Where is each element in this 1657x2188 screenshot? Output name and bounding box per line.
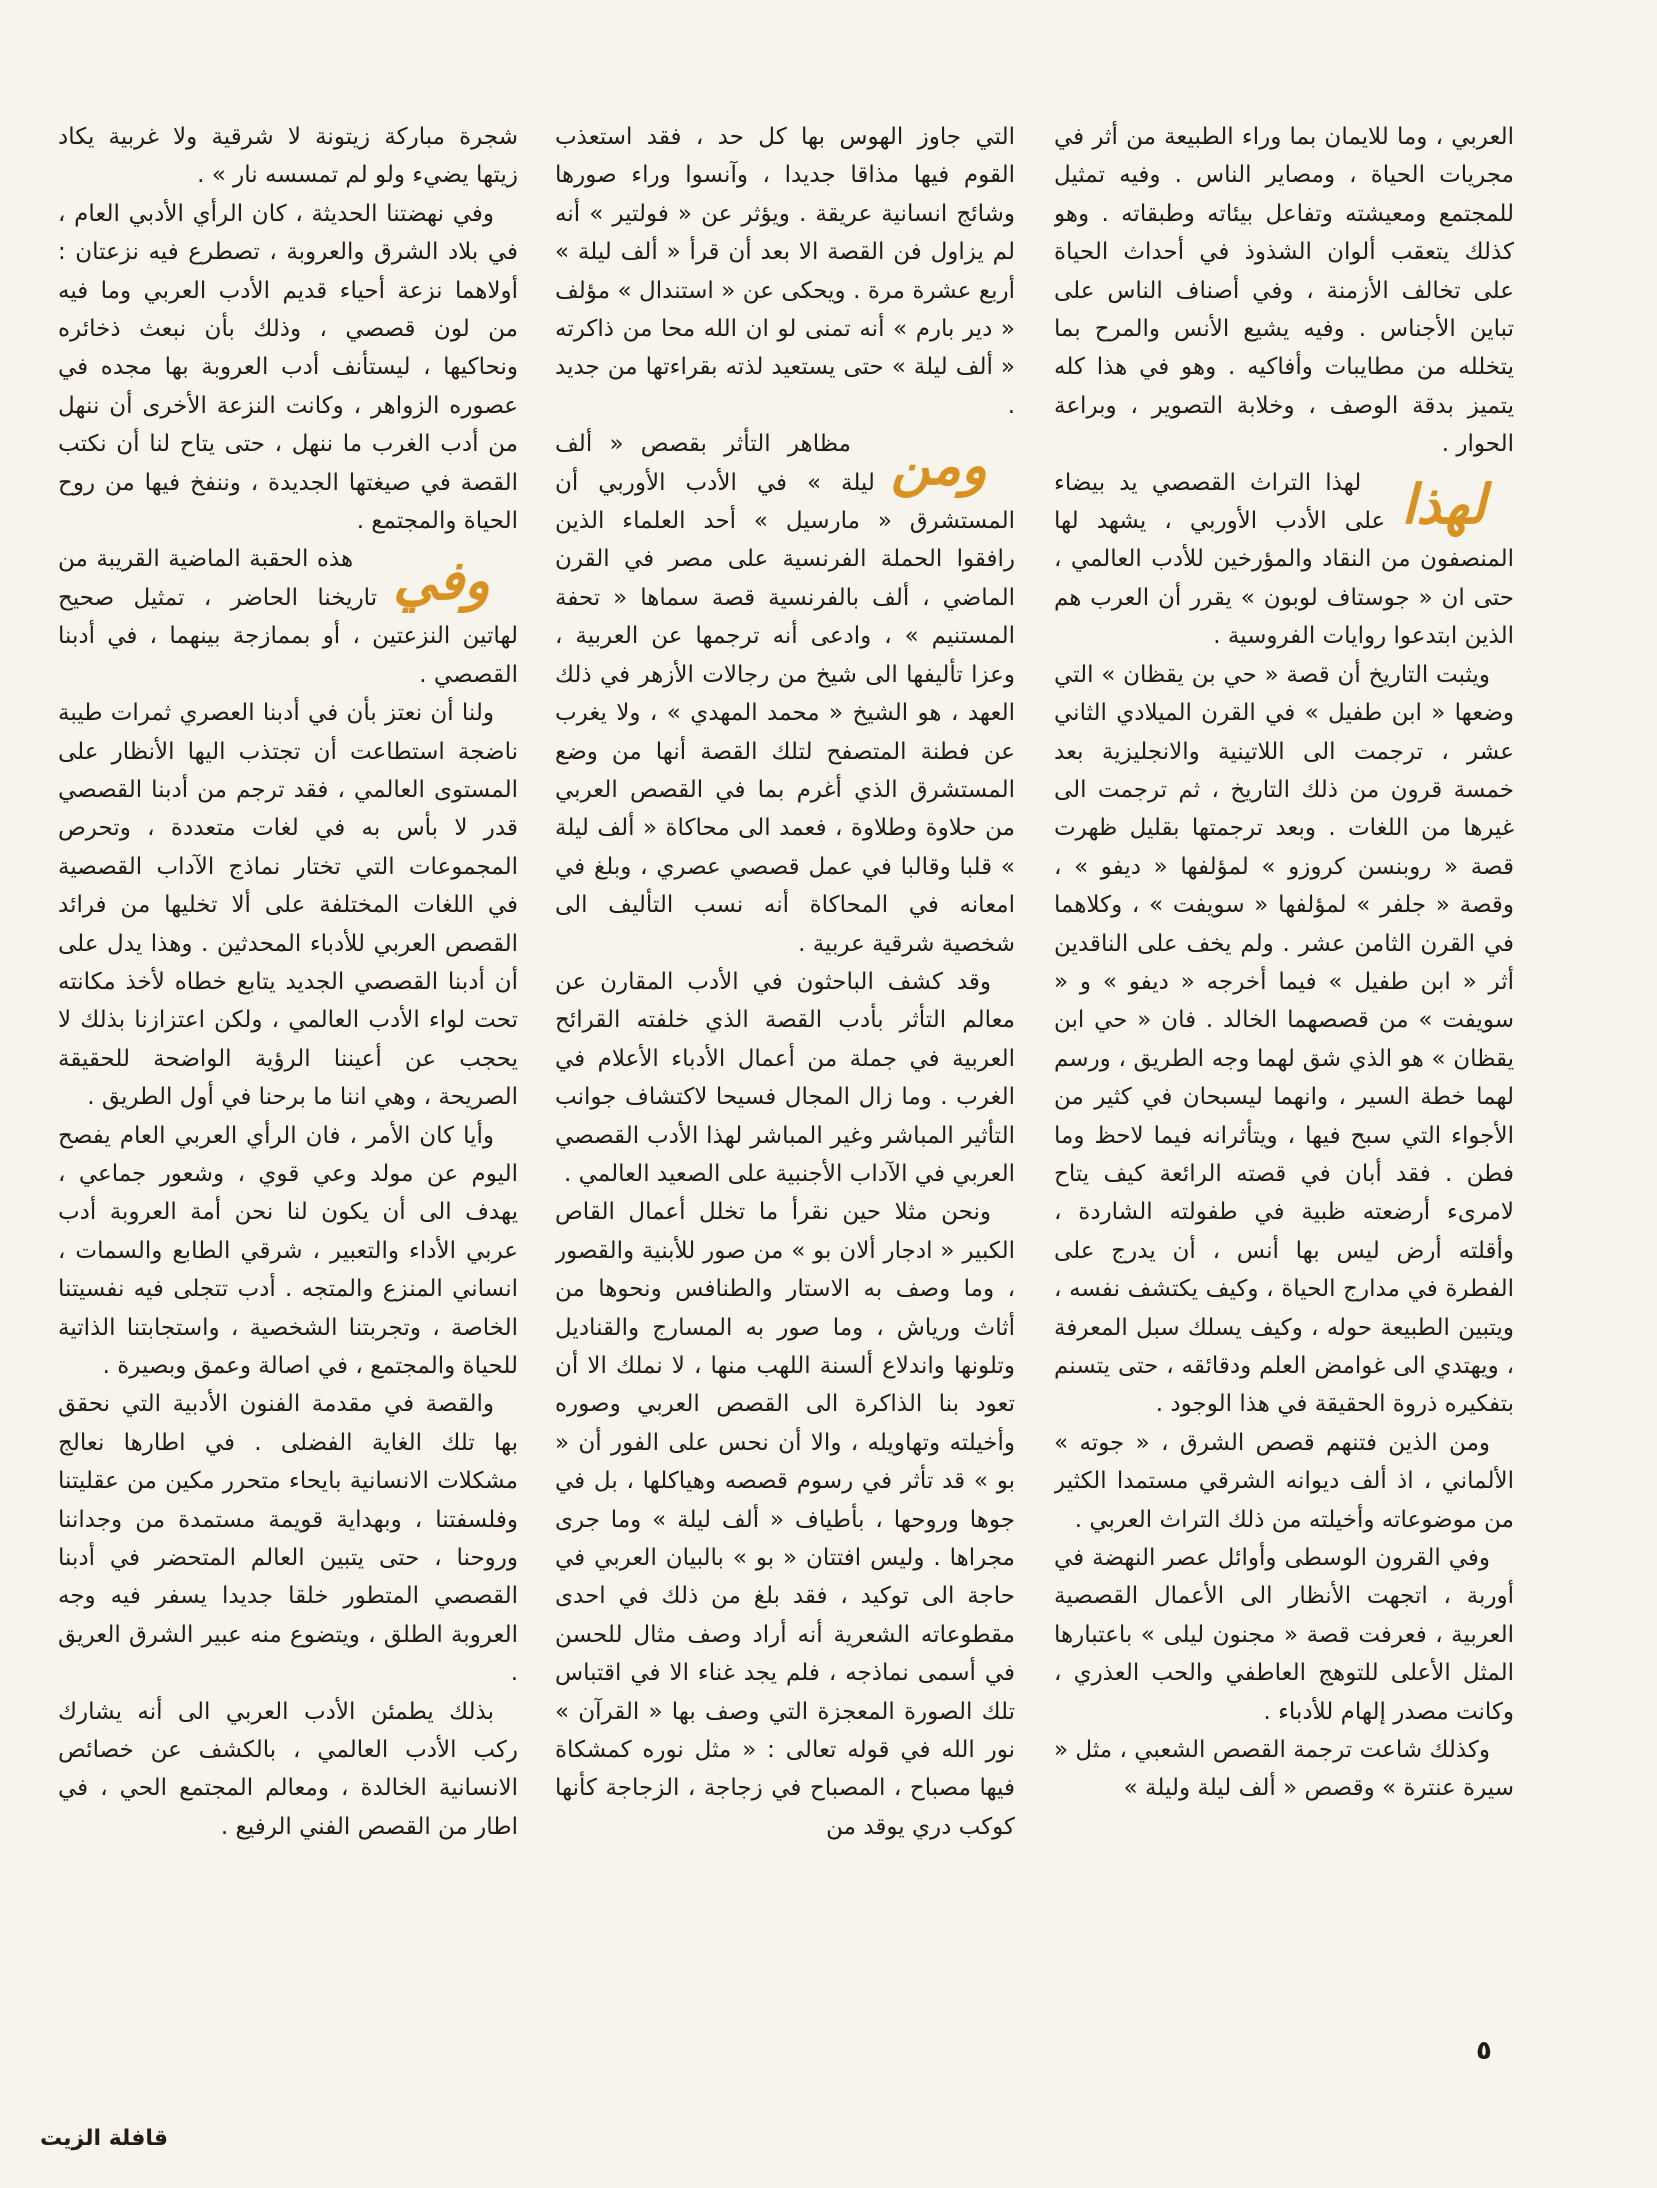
paragraph: التي جاوز الهوس بها كل حد ، فقد استعذب القوم فيها مذاقا جديدا ، وآنسوا وراء صورها وشائج انسانية عريقة . ويؤثر عن « فولتير » أنه لم يزاول فن القصة الا بعد أن قرأ « ألف ليلة » أربع عشرة مرة . ويحكى عن « استندال » مؤلف « دير بارم » أنه تمنى لو ان الله محا من ذاكرته « ألف ليلة » حتى يستعيد لذته بقراءتها من جديد . — [555, 124, 1015, 419]
article-column-left — [58, 118, 518, 2028]
paragraph-text: لهذا التراث القصصي يد بيضاء على الأدب الأوربي ، يشهد لها المنصفون من النقاد والمؤرخين للأدب العالمي ، حتى ان « جوستاف لوبون » يقرر أن العرب هم الذين ابتدعوا روايات الفروسية . — [1054, 469, 1514, 650]
magazine-name: قافلة الزيت — [40, 2126, 169, 2151]
article-column-right — [1054, 118, 1514, 2028]
paragraph-drop-cap — [1054, 464, 1514, 656]
paragraph: بذلك يطمئن الأدب العربي الى أنه يشارك ركب الأدب العالمي ، بالكشف عن خصائص الانسانية الخالدة ، ومعالم المجتمع الحي ، في اطار من القصص الفني الرفيع . — [58, 1698, 518, 1840]
paragraph: ولنا أن نعتز بأن في أدبنا العصري ثمرات طيبة ناضجة استطاعت أن تجتذب اليها الأنظار على المستوى العالمي ، فقد ترجم من أدبنا القصصي قدر لا بأس به في لغات متعددة ، وتحرص المجموعات التي تختار نماذج الآداب القصصية في اللغات المختلفة على ألا تخليها من فرائد القصص العربي للأدباء المحدثين . وهذا يدل على أن أدبنا القصصي الجديد يتابع خطاه لأخذ مكانته تحت لواء الأدب العالمي ، ولكن اعتزازنا بذلك لا يحجب عن أعيننا الرؤية الواضحة للحقيقة الصريحة ، وهي اننا ما برحنا في أول الطريق . — [58, 700, 518, 1111]
paragraph: وأيا كان الأمر ، فان الرأي العربي العام يفصح اليوم عن مولد وعي قوي ، وشعور جماعي ، يهدف الى أن يكون لنا نحن أمة العروبة أدب عربي الأداء والتعبير ، شرقي الطابع والسمات ، انساني المنزع والمتجه . أدب تتجلى فيه نفسيتنا الخاصة ، وتجربتنا الشخصية ، واستجابتنا الذاتية للحياة والمجتمع ، في اصالة وعمق وبصيرة . — [58, 1122, 518, 1379]
paragraph: والقصة في مقدمة الفنون الأدبية التي نحقق بها تلك الغاية الفضلى . في اطارها نعالج مشكلات الانسانية بايحاء متحرر مكين من عقليتنا وفلسفتنا ، وبهداية قويمة مستمدة من وجداننا وروحنا ، حتى يتبين العالم المتحضر في أدبنا القصصي المتطور خلقا جديدا يسفر فيه وجه العروبة الطلق ، ويتضوع منه عبير الشرق العريق . — [58, 1391, 518, 1687]
drop-cap: وفي — [393, 548, 490, 613]
paragraph: ويثبت التاريخ أن قصة « حي بن يقظان » التي وضعها « ابن طفيل » في القرن الميلادي الثاني عشر ، ترجمت الى اللاتينية والانجليزية بعد خمسة قرون من ذلك التاريخ ، ثم ترجمت الى غيرها من اللغات . وبعد ترجمتها بقليل ظهرت قصة « روبنسن كروزو » لمؤلفها « ديفو » ، وقصة « جلفر » لمؤلفها « سويفت » ، وكلاهما في القرن الثامن عشر . ولم يخف على الناقدين أثر « ابن طفيل » فيما أخرجه « ديفو » و « سويفت » من قصصهما الخالد . فان « حي ابن يقظان » هو الذي شق لهما وجه الطريق ، ورسم لهما خطة السير ، وانهما ليسبحان في كثير من الأجواء التي سبح فيها ، ويتأثرانه فيما لاحظ وما فطن . فقد أبان في قصته الرائعة كيف يتاح لامرىء أرضعته ظبية في طفولته الشاردة ، وأقلته أرض ليس بها أنس ، أن يدرج على الفطرة في مدارج الحياة ، وكيف يكتشف نفسه ، ويتبين الطبيعة حوله ، وكيف يسلك سبل المعرفة ، ويهتدي الى غوامض العلم ودقائقه ، حتى يتسنم بتفكيره ذروة الحقيقة في هذا الوجود . — [1054, 661, 1514, 1418]
paragraph: وفي القرون الوسطى وأوائل عصر النهضة في أوربة ، اتجهت الأنظار الى الأعمال القصصية العربية ، فعرفت قصة « مجنون ليلى » باعتبارها المثل الأعلى للتوهج العاطفي والحب العذري ، وكانت مصدر إلهام للأدباء . — [1054, 1545, 1514, 1725]
paragraph: ومن الذين فتنهم قصص الشرق ، « جوته » الألماني ، اذ ألف ديوانه الشرقي مستمدا الكثير من موضوعاته وأخيلته من ذلك التراث العربي . — [1054, 1429, 1514, 1533]
drop-cap: لهذا — [1401, 471, 1486, 536]
paragraph: وقد كشف الباحثون في الأدب المقارن عن معالم التأثر بأدب القصة الذي خلفته القرائح العربية في جملة من أعمال الأدباء الأعلام في الغرب . وما زال المجال فسيحا لاكتشاف جوانب التأثير المباشر وغير المباشر لهذا الأدب القصصي العربي في الآداب الأجنبية على الصعيد العالمي . — [555, 968, 1015, 1187]
paragraph-drop-cap — [58, 540, 518, 694]
paragraph: شجرة مباركة زيتونة لا شرقية ولا غربية يكاد زيتها يضيء ولو لم تمسسه نار » . — [58, 124, 518, 189]
paragraph: وكذلك شاعت ترجمة القصص الشعبي ، مثل « سيرة عنترة » وقصص « ألف ليلة وليلة » — [1054, 1737, 1514, 1802]
paragraph: العربي ، وما للايمان بما وراء الطبيعة من أثر في مجريات الحياة ، ومصاير الناس . وفيه تمثيل للمجتمع ومعيشته وتفاعل بيئاته وطبقاته . وهو كذلك يتعقب ألوان الشذوذ في أحداث الحياة على تخالف الأزمنة ، وفي أصناف الناس على تباين الأجناس . وفيه يشيع الأنس والمرح بما يتخلله من مطايبات وأفاكيه . وهو في هذا كله يتميز بدقة الوصف ، وخلابة التصوير ، وبراعة الحوار . — [1054, 124, 1514, 458]
page-number: ٥ — [1476, 2036, 1492, 2066]
paragraph-text: مظاهر التأثر بقصص « ألف ليلة » في الأدب الأوربي أن المستشرق « مارسيل » أحد العلماء الذين رافقوا الحملة الفرنسية على مصر في القرن الماضي ، ألف بالفرنسية قصة سماها « تحفة المستنيم » ، وادعى أنه ترجمها عن العربية ، وعزا تأليفها الى شيخ من رجالات الأزهر في ذلك العهد ، هو الشيخ « محمد المهدي » ، ولا يغرب عن فطنة المتصفح لتلك القصة أنها من وضع المستشرق الذي أغرم بما في القصص العربي من حلاوة وطلاوة ، فعمد الى محاكاة « ألف ليلة » قلبا وقالبا في عمل قصصي عصري ، وبلغ في امعانه في المحاكاة أنه نسب التأليف الى شخصية شرقية عربية . — [555, 431, 1015, 957]
paragraph: وفي نهضتنا الحديثة ، كان الرأي الأدبي العام ، في بلاد الشرق والعروبة ، تصطرع فيه نزعتان : أولاهما نزعة أحياء قديم الأدب العربي وما فيه من لون قصصي ، وذلك بأن نبعث ذخائره ونحاكيها ، ليستأنف أدب العروبة بها مجده في عصوره الزواهر ، وكانت النزعة الأخرى أن ننهل من أدب الغرب ما ننهل ، حتى يتاح لنا أن نكتب القصة في صيغتها الجديدة ، وننفخ فيها من روح الحياة والمجتمع . — [58, 200, 518, 535]
article-column-middle — [555, 118, 1015, 2028]
drop-cap: ومن — [890, 433, 987, 498]
paragraph: ونحن مثلا حين نقرأ ما تخلل أعمال القاص الكبير « ادجار ألان بو » من صور للأبنية والقصور ، وما وصف به الاستار والطنافس ونحوها من أثاث ورياش ، وما صور به المسارج والقناديل وتلونها واندلاع ألسنة اللهب منها ، لا نملك الا أن تعود بنا الذاكرة الى القصص العربي وصوره وأخيلته وتهاويله ، والا أن نحس على الفور أن « بو » قد تأثر في رسوم قصصه وهياكلها ، بل في جوها وروحها ، بأطياف « ألف ليلة » وما جرى مجراها . وليس افتتان « بو » بالبيان العربي في حاجة الى توكيد ، فقد بلغ من ذلك في احدى مقطوعاته الشعرية أنه أراد وصف مثال للحسن في أسمى نماذجه ، فلم يجد غناء الا في اقتباس تلك الصورة المعجزة التي وصف بها « القرآن » نور الله في قوله تعالى : « مثل نوره كمشكاة فيها مصباح ، المصباح في زجاجة ، الزجاجة كأنها كوكب دري يوقد من — [555, 1199, 1015, 1840]
paragraph-drop-cap — [555, 425, 1015, 963]
paragraph-text: هذه الحقبة الماضية القريبة من تاريخنا الحاضر ، تمثيل صحيح لهاتين النزعتين ، أو بممازجة بينهما ، في أدبنا القصصي . — [58, 546, 518, 688]
